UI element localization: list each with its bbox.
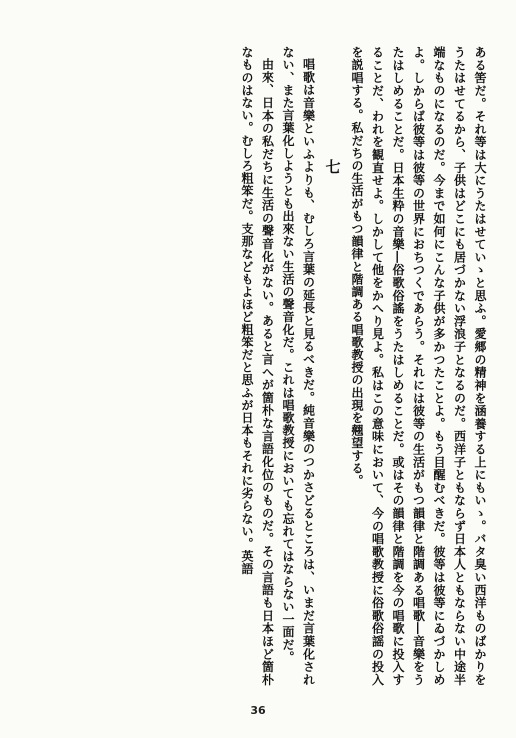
paragraph: 由來、日本の私だちに生活の聲音化がない。あると言へが箇朴な言語化位のものだ。その言語も日本ほど箇朴なものはない。むしろ粗笨だ。支那などもよほど粗笨だと思ふが日本もそれに劣らない。英語 [240,46,275,686]
paragraph: 唱歌は音樂といふよりも、むしろ言葉の延長と見るべきだ。純音樂のつかさどるところは、いまだ言葉化されない、また言葉化しようとも出來ない生活の聲音化だ。これは唱歌教授においても忘れてはならない一面だ。 [281,46,316,686]
vertical-text-body [237,46,491,686]
section-heading: 七 [323,158,342,175]
paragraph-continued: ある筈だ。それ等は大にうたはせていゝと思ふ。愛郷の精神を涵養する上にもいゝ。バタ臭い西洋ものばかりをうたはせてるから、子供はどこにも居づかない浮浪子となるのだ。西洋子ともならず日本人ともならない中途半端なものになるのだ。今まで如何にこんな子供が多かつたことよ。もう目醒むべきだ。彼等は彼等にゐづかしめよ。しからば彼等は彼等の世界におちつくであらう。それには彼等の生活がもつ韻律と階調ある唱歌―音樂をうたはしめることだ。日本生粋の音樂―俗歌俗謠をうたはしめることだ。或はその韻律と階調を今の唱歌に投入することだ、われを観直せよ。しかして他をかへり見よ。私はこの意味において、今の唱歌教授に俗歌俗謡の投入を説唱する。私だちの生活がもつ韻律と階調ある唱歌教授の出現を翹望する。 [350,46,487,686]
page-number: 36 [250,704,266,717]
